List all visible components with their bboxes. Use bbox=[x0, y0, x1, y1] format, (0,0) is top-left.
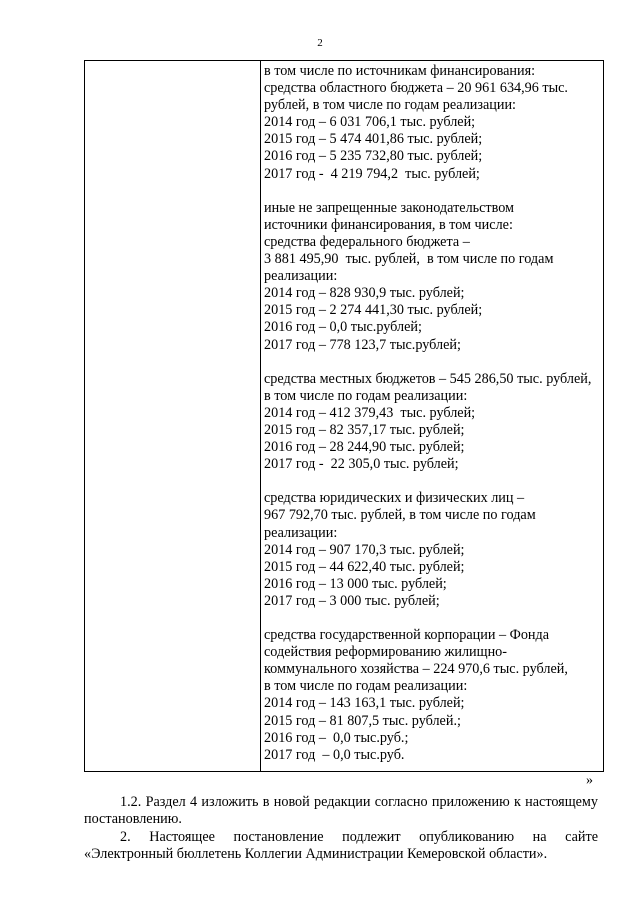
paragraph-1-2 bbox=[84, 794, 598, 828]
blank-line bbox=[264, 183, 599, 200]
table-line: в том числе по годам реализации: bbox=[264, 678, 468, 695]
table-line: коммунального хозяйства – 224 970,6 тыс. рублей, bbox=[264, 661, 568, 678]
financing-table bbox=[84, 60, 604, 772]
table-line: 2015 год – 82 357,17 тыс. рублей; bbox=[264, 421, 465, 438]
closing-quote: » bbox=[586, 773, 593, 788]
table-line: в том числе по источникам финансирования: bbox=[264, 63, 536, 79]
table-line: средства местных бюджетов – 545 286,50 тыс. рублей, bbox=[264, 370, 592, 387]
table-line: 2017 год - 22 305,0 тыс. рублей; bbox=[264, 456, 459, 473]
table-line: в том числе по годам реализации: bbox=[264, 387, 468, 404]
table-line: 2014 год – 6 031 706,1 тыс. рублей; bbox=[264, 114, 476, 131]
table-line: 2015 год – 2 274 441,30 тыс. рублей; bbox=[264, 302, 483, 319]
table-left-cell bbox=[85, 61, 261, 771]
paragraph-2-text: 2. Настоящее постановление подлежит опубликованию на сайте «Электронный бюллетень Коллегии Администрации Кемеровской области». bbox=[84, 829, 598, 862]
table-line: 2017 год – 778 123,7 тыс.рублей; bbox=[264, 336, 461, 353]
table-line: 2014 год – 907 170,3 тыс. рублей; bbox=[264, 541, 465, 558]
table-line: средства государственной корпорации – Фонда bbox=[264, 627, 550, 644]
blank-line bbox=[264, 473, 599, 490]
table-line: иные не запрещенные законодательством bbox=[264, 199, 515, 216]
table-line: 2016 год – 0,0 тыс.рублей; bbox=[264, 319, 422, 336]
table-line: 967 792,70 тыс. рублей, в том числе по годам bbox=[264, 507, 536, 524]
table-line: средства областного бюджета – 20 961 634,96 тыс. bbox=[264, 80, 568, 97]
table-line: реализации: bbox=[264, 524, 338, 541]
blank-line bbox=[264, 610, 599, 627]
paragraph-2 bbox=[84, 829, 598, 863]
blank-line bbox=[264, 354, 599, 371]
table-line: средства федерального бюджета – bbox=[264, 233, 470, 250]
table-line: 3 881 495,90 тыс. рублей, в том числе по годам bbox=[264, 251, 554, 268]
table-line: реализации: bbox=[264, 268, 338, 285]
page-number: 2 bbox=[317, 37, 323, 49]
table-line: 2017 год - 4 219 794,2 тыс. рублей; bbox=[264, 165, 480, 182]
paragraph-1-2-text: 1.2. Раздел 4 изложить в новой редакции согласно приложению к настоящему постановлению. bbox=[84, 794, 598, 827]
table-line: средства юридических и физических лиц – bbox=[264, 490, 525, 507]
table-line: 2016 год – 13 000 тыс. рублей; bbox=[264, 575, 447, 592]
table-line: 2017 год – 3 000 тыс. рублей; bbox=[264, 592, 440, 609]
table-line: 2016 год – 0,0 тыс.руб.; bbox=[264, 729, 409, 746]
table-line: 2014 год – 412 379,43 тыс. рублей; bbox=[264, 404, 476, 421]
table-right-cell bbox=[261, 61, 603, 771]
table-line: 2015 год – 44 622,40 тыс. рублей; bbox=[264, 558, 465, 575]
table-line: источники финансирования, в том числе: bbox=[264, 216, 513, 233]
table-line: 2016 год – 5 235 732,80 тыс. рублей; bbox=[264, 148, 483, 165]
table-line: 2015 год – 5 474 401,86 тыс. рублей; bbox=[264, 131, 483, 148]
table-line: 2014 год – 143 163,1 тыс. рублей; bbox=[264, 695, 465, 712]
table-line: 2016 год – 28 244,90 тыс. рублей; bbox=[264, 439, 465, 456]
table-line: 2017 год – 0,0 тыс.руб. bbox=[264, 746, 405, 763]
table-line: 2014 год – 828 930,9 тыс. рублей; bbox=[264, 285, 465, 302]
table-line: 2015 год – 81 807,5 тыс. рублей.; bbox=[264, 712, 461, 729]
table-line: содействия реформированию жилищно- bbox=[264, 644, 507, 661]
table-line: рублей, в том числе по годам реализации: bbox=[264, 97, 516, 114]
